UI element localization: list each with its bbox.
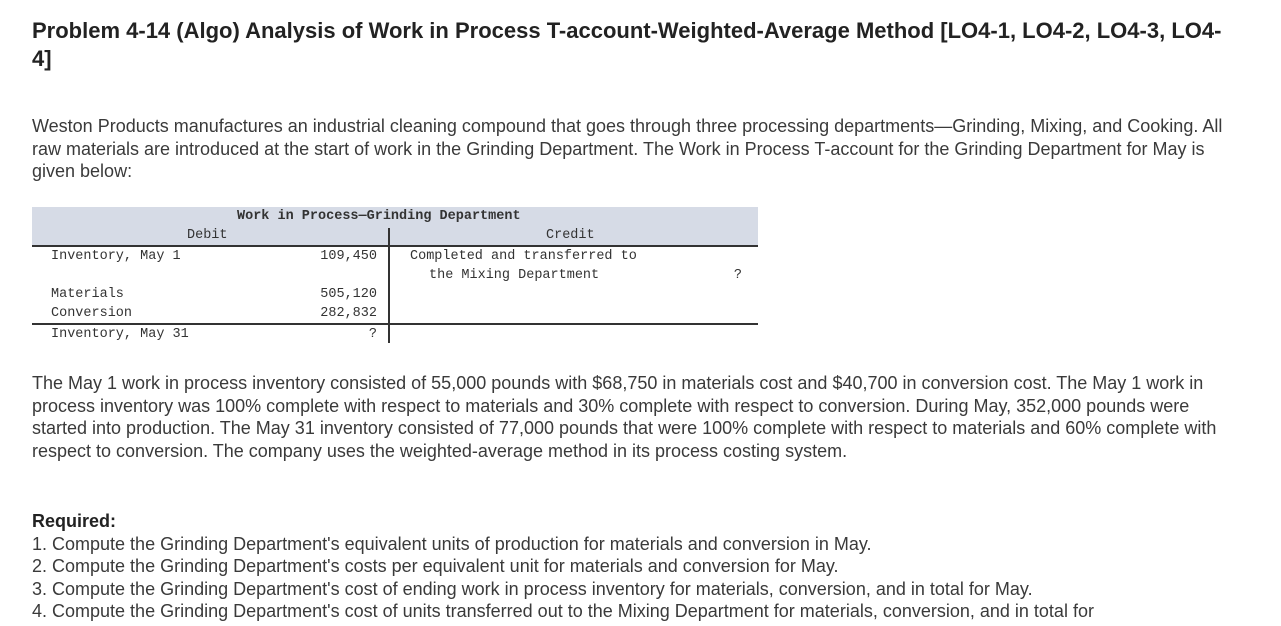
credit-row-amount: ? xyxy=(733,268,742,283)
required-item: 1. Compute the Grinding Department's equivalent units of production for materials and conversion in May. xyxy=(32,533,872,554)
debit-heading: Debit xyxy=(187,228,228,243)
debit-row-label: Inventory, May 31 xyxy=(51,327,189,342)
details-paragraph: The May 1 work in process inventory consisted of 55,000 pounds with $68,750 in materials cost and $40,700 in conversion cost. The May 1 work in process inventory was 100% complete with respect to materials and 30% complete with respect to conversion. During May, 352,000 pounds were started into production. The May 31 inventory consisted of 77,000 pounds that were 100% complete with respect to materials and 60% complete with respect to conversion. The company uses the weighted-average method in its process costing system. xyxy=(32,373,1217,461)
required-item: 4. Compute the Grinding Department's cost of units transferred out to the Mixing Department for materials, conversion, and in total for xyxy=(32,601,1094,621)
t-account-divider xyxy=(388,228,390,343)
required-section xyxy=(32,510,1262,623)
problem-title: Problem 4-14 (Algo) Analysis of Work in Process T-account-Weighted-Average Method [LO4-1, LO4-2, LO4-3, LO4-4] xyxy=(32,18,1222,71)
t-account-top-rule xyxy=(32,245,758,247)
debit-row-label: Conversion xyxy=(51,306,133,321)
debit-row-amount: 505,120 xyxy=(320,287,377,302)
debit-row-amount: 282,832 xyxy=(320,306,377,321)
debit-row-amount: ? xyxy=(368,327,377,342)
t-account-header xyxy=(32,207,758,245)
intro-paragraph: Weston Products manufactures an industrial cleaning compound that goes through three processing departments—Grinding, Mixing, and Cooking. All raw materials are introduced at the start of work in the Grinding Department. The Work in Process T-account for the Grinding Department for May is given below: xyxy=(32,116,1223,181)
credit-row-label-line1: Completed and transferred to xyxy=(410,249,637,264)
credit-heading: Credit xyxy=(546,228,595,243)
debit-row-label: Inventory, May 1 xyxy=(51,249,181,264)
required-item: 2. Compute the Grinding Department's costs per equivalent unit for materials and conversion for May. xyxy=(32,556,839,576)
t-account-title: Work in Process—Grinding Department xyxy=(237,209,521,224)
t-account xyxy=(32,207,758,347)
t-account-balance-rule xyxy=(32,323,758,325)
credit-row-label-line2: the Mixing Department xyxy=(429,268,600,283)
debit-row-amount: 109,450 xyxy=(320,249,377,264)
debit-row-label: Materials xyxy=(51,287,124,302)
required-heading: Required: xyxy=(32,511,117,531)
required-item: 3. Compute the Grinding Department's cost of ending work in process inventory for materials, conversion, and in total for May. xyxy=(32,578,1033,599)
